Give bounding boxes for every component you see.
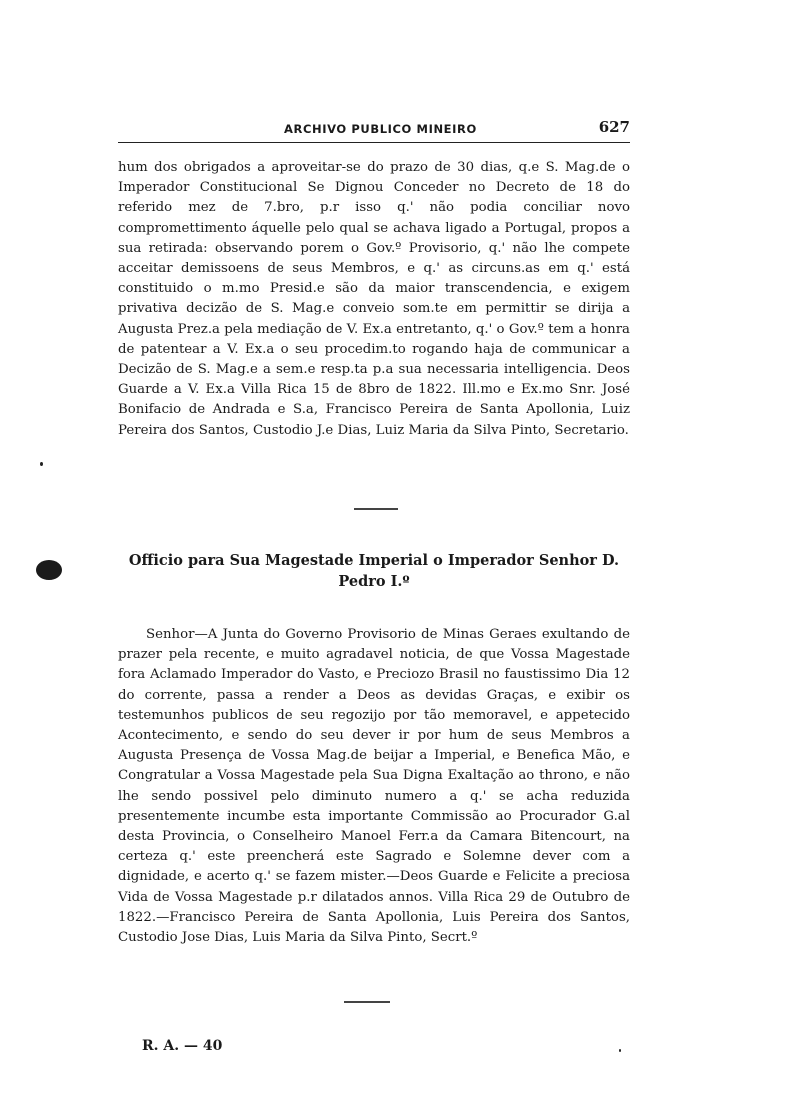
body-paragraph-1: hum dos obrigados a aproveitar-se do prazo de 30 dias, q.e S. Mag.de o Imperador Constitucional Se Dignou Conceder no Decreto de 18 do referido mez de 7.bro, p.r isso q.' não podia conciliar novo compromettimento áquelle pelo qual se achava ligado a Portugal, propos a sua retirada: observando porem o Gov.º Provisorio, q.' não lhe compete acceitar demissoens de seus Membros, e q.' as circuns.as em q.' está constituido o m.mo Presid.e são da maior transcendencia, e exigem privativa decizão de S. Mag.e conveio som.te em permittir se dirija a Augusta Prez.a pela mediação de V. Ex.a entretanto, q.' o Gov.º tem a honra de patentear a V. Ex.a o seu procedim.to rogando haja de communicar a Decizão de S. Mag.e a sem.e resp.ta p.a sua necessaria intelligencia. Deos Guarde a V. Ex.a Villa Rica 15 de 8bro de 1822. Ill.mo e Ex.mo Snr. José Bonifacio de Andrada e S.a, Francisco Pereira de Santa Apollonia, Luiz Pereira dos Santos, Custodio J.e Dias, Luiz Maria da Silva Pinto, Secretario. (118, 160, 630, 438)
section-divider (354, 508, 398, 510)
ink-blot (36, 560, 62, 580)
signature-mark: R. A. — 40 (142, 1038, 223, 1054)
page-header (118, 120, 630, 143)
section-heading: Officio para Sua Magestade Imperial o Imperador Senhor D. Pedro I.º (128, 552, 620, 590)
body-paragraph-2: Senhor—A Junta do Governo Provisorio de Minas Geraes exultando de prazer pela recente, e muito agradavel noticia, de que Vossa Magestade fora Aclamado Imperador do Vasto, e Preciozo Brasil no faustissimo Dia 12 do corrente, passa a render a Deos as devidas Graças, e exibir os testemunhos publicos de seu regozijo por tão memoravel, e appetecido Acontecimento, e sendo do seu dever ir por hum de seus Membros a Augusta Presença de Vossa Mag.de beijar a Imperial, e Benefica Mão, e Congratular a Vossa Magestade pela Sua Digna Exaltação ao throno, e não lhe sendo possivel pelo diminuto numero a q.' se acha reduzida presentemente incumbe esta importante Commissão ao Procurador G.al desta Provincia, o Conselheiro Manoel Ferr.a da Camara Bitencourt, na certeza q.' este preencherá este Sagrado e Solemne dever com a dignidade, e acerto q.' se fazem mister.—Deos Guarde e Felicite a preciosa Vida de Vossa Magestade p.r dilatados annos. Villa Rica 29 de Outubro de 1822.—Francisco Pereira de Santa Apollonia, Luis Pereira dos Santos, Custodio Jose Dias, Luis Maria da Silva Pinto, Secrt.º (118, 627, 630, 946)
end-divider (344, 1001, 390, 1003)
running-title: ARCHIVO PUBLICO MINEIRO (284, 122, 477, 136)
page-number: 627 (598, 118, 630, 136)
ink-speck (40, 462, 43, 466)
ink-speck (619, 1049, 621, 1052)
